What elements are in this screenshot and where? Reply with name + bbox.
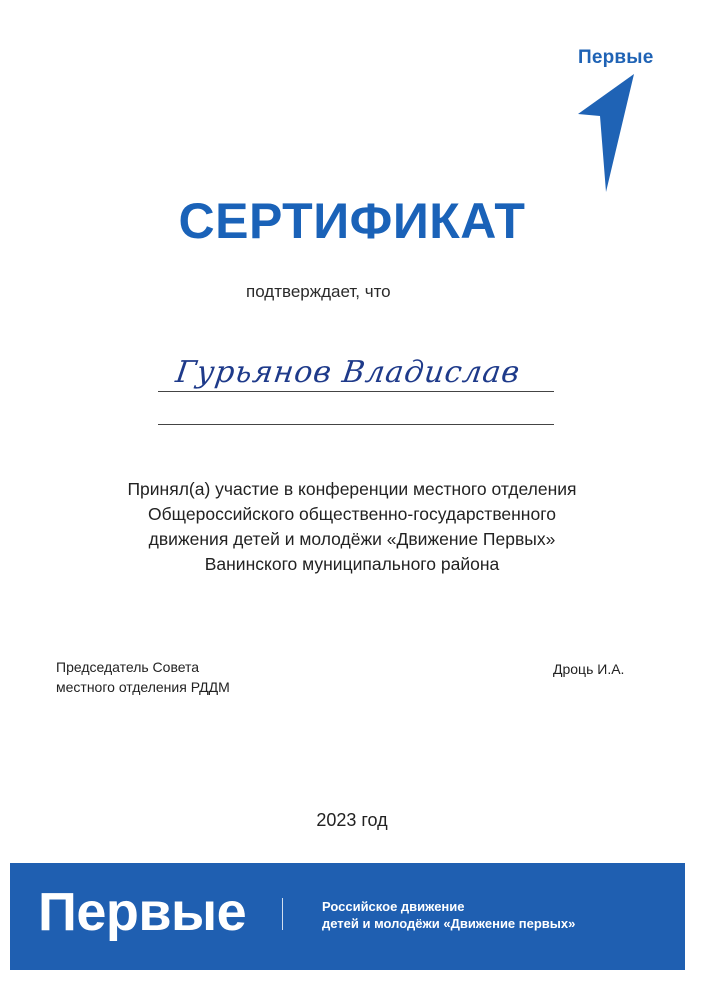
top-logo-text: Первые (578, 47, 654, 68)
body-line: Принял(а) участие в конференции местного отделения (127, 479, 577, 499)
banner-desc-line: детей и молодёжи «Движение первых» (322, 916, 576, 931)
banner-description (322, 898, 575, 932)
footer-banner (10, 863, 685, 970)
banner-desc-line: Российское движение (322, 899, 465, 914)
participation-text (40, 477, 664, 577)
body-line: движения детей и молодёжи «Движение Первых» (148, 529, 556, 549)
name-underline (158, 391, 554, 392)
confirms-text: подтверждает, что (246, 282, 391, 301)
chair-line: Председатель Совета (56, 659, 200, 675)
year: 2023 год (316, 810, 388, 830)
banner-divider (282, 898, 283, 930)
recipient-name: Гурьянов Владислав (173, 355, 523, 390)
signer-name: Дроць И.А. (553, 661, 625, 677)
first-logo-icon (578, 74, 634, 192)
certificate-title: СЕРТИФИКАТ (178, 193, 526, 249)
chair-title (56, 657, 230, 697)
name-underline-2 (158, 424, 554, 425)
body-line: Общероссийского общественно-государственного (148, 504, 556, 524)
body-line: Ванинского муниципального района (204, 554, 500, 574)
chair-line: местного отделения РДДМ (56, 679, 230, 695)
banner-logo: Первые (38, 882, 247, 942)
